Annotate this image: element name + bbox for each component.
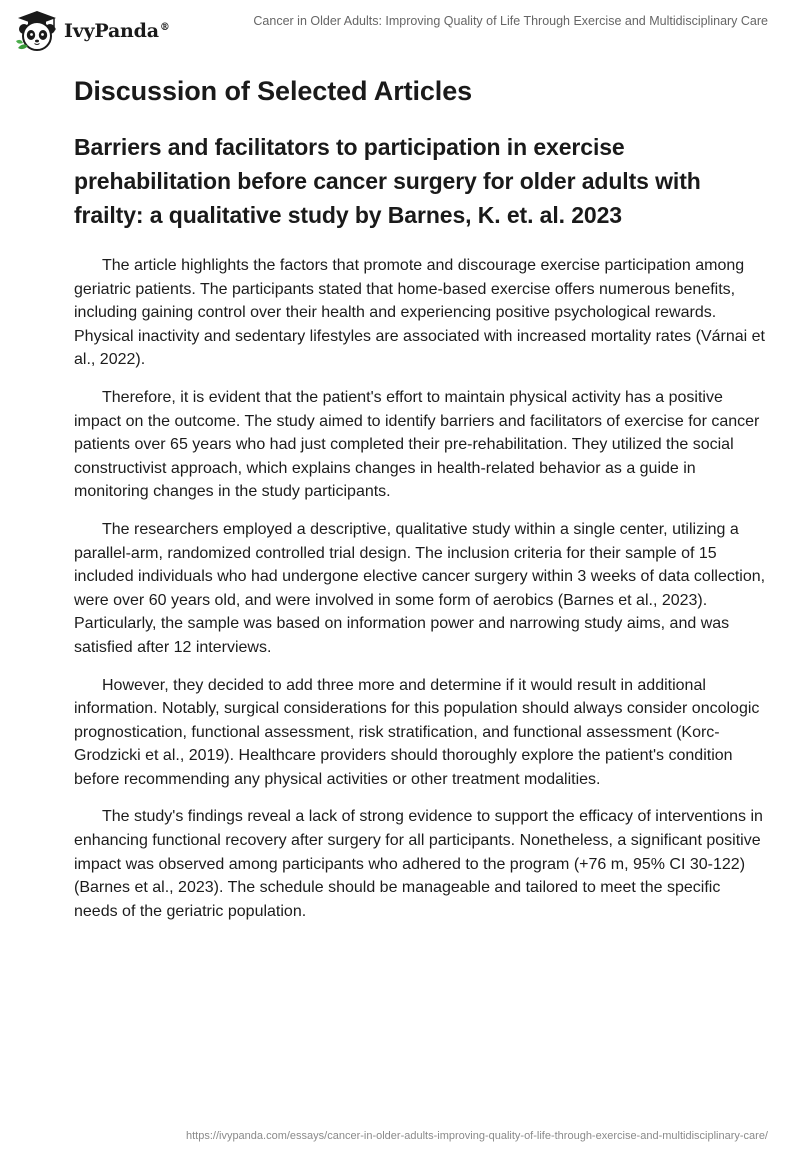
paragraph: The researchers employed a descriptive, qualitative study within a single center, utilizing a parallel-arm, randomized controlled trial design. The inclusion criteria for their sample of 15 included individuals who had undergone elective cancer surgery within 3 weeks of data collection, were over 60 years old, and were involved in some form of aerobics (Barnes et al., 2023). Particularly, the sample was based on information power and narrowing study aims, and was satisfied after 12 interviews. xyxy=(74,520,766,656)
article-text xyxy=(74,254,766,923)
article-heading: Barriers and facilitators to participation in exercise prehabilitation before cancer surgery for older adults with frailty: a qualitative study by Barnes, K. et. al. 2023 xyxy=(74,134,701,228)
ivypanda-logo[interactable] xyxy=(14,8,170,54)
paragraph: Therefore, it is evident that the patient's effort to maintain physical activity has a positive impact on the outcome. The study aimed to identify barriers and facilitators of exercise for cancer patients over 65 years who had just completed their pre-rehabilitation. They utilized the social constructivist approach, which explains changes in health-related behavior as a guide in monitoring changes in the study participants. xyxy=(74,388,760,501)
document-title: Cancer in Older Adults: Improving Quality of Life Through Exercise and Multidisciplinary Care xyxy=(253,14,768,28)
paragraph: However, they decided to add three more and determine if it would result in additional information. Notably, surgical considerations for this population should always consider oncologic prognostication, functional assessment, risk stratification, and functional assessment (Korc-Grodzicki et al., 2019). Healthcare providers should thoroughly explore the patient's condition before recommending any physical activities or other treatment modalities. xyxy=(74,676,760,788)
section-heading: Discussion of Selected Articles xyxy=(74,76,473,106)
panda-graduate-icon xyxy=(14,8,60,54)
brand-name: IvyPanda® xyxy=(64,20,170,42)
paragraph: The article highlights the factors that promote and discourage exercise participation among geriatric patients. The participants stated that home-based exercise offers numerous benefits, including gaining control over their health and experiencing positive psychological rewards. Physical inactivity and sedentary lifestyles are associated with increased mortality rates (Várnai et al., 2022). xyxy=(74,257,765,369)
paragraph: The study's findings reveal a lack of strong evidence to support the efficacy of interventions in enhancing functional recovery after surgery for all participants. Nonetheless, a significant positive impact was observed among participants who adhered to the program (+76 m, 95% CI 30-122) (Barnes et al., 2023). The schedule should be manageable and tailored to meet the specific needs of the geriatric population. xyxy=(74,808,763,920)
source-url-link[interactable]: https://ivypanda.com/essays/cancer-in-older-adults-improving-quality-of-life-through-exercise-and-multidisciplinary-care/ xyxy=(185,1130,768,1142)
document-body xyxy=(74,68,766,937)
